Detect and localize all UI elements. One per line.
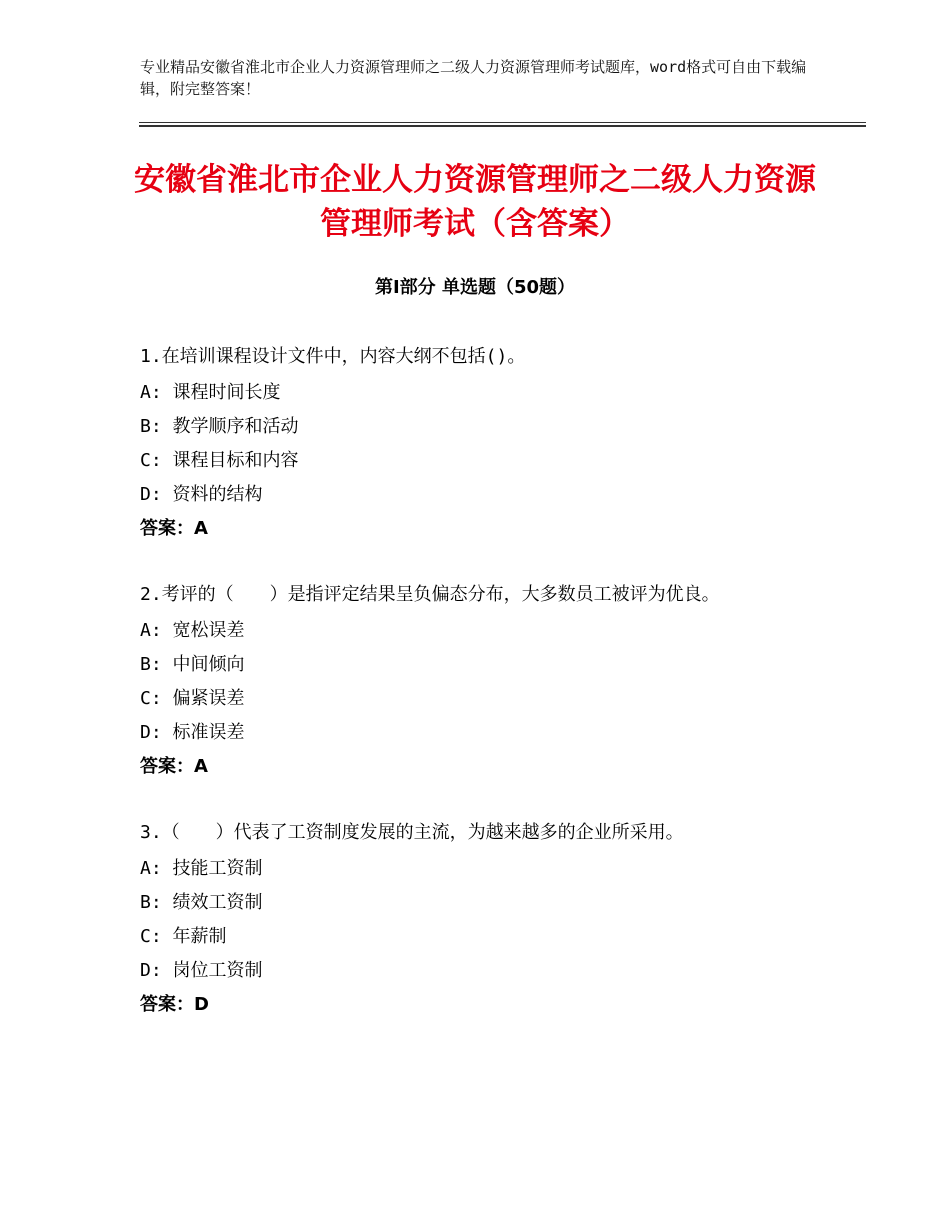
section-heading: 第Ⅰ部分 单选题（50题） [374,277,575,298]
header-note: 专业精品安徽省淮北市企业人力资源管理师之二级人力资源管理师考试题库，word格式可自由下载编辑，附完整答案！ [140,58,807,98]
question-stem: 3.（ ）代表了工资制度发展的主流，为越来越多的企业所采用。 [140,822,684,843]
option-d: D: 岗位工资制 [140,960,263,981]
question-2 [140,580,810,784]
header-divider-thin [139,122,866,123]
option-b: B: 中间倾向 [140,654,245,675]
option-b: B: 绩效工资制 [140,892,263,913]
answer-line: 答案：A [140,518,208,539]
question-3 [140,818,810,1022]
option-a: A: 宽松误差 [140,620,245,641]
header-divider-thick [139,125,866,127]
option-a: A: 课程时间长度 [140,382,281,403]
option-a: A: 技能工资制 [140,858,263,879]
option-c: C: 课程目标和内容 [140,450,299,471]
answer-line: 答案：A [140,756,208,777]
question-1 [140,342,810,546]
question-list [140,342,810,1056]
option-d: D: 资料的结构 [140,484,263,505]
document-title: 安徽省淮北市企业人力资源管理师之二级人力资源管理师考试（含答案） [134,162,816,242]
question-stem: 1.在培训课程设计文件中，内容大纲不包括()。 [140,346,526,367]
option-c: C: 年薪制 [140,926,227,947]
option-d: D: 标准误差 [140,722,245,743]
option-b: B: 教学顺序和活动 [140,416,299,437]
option-c: C: 偏紧误差 [140,688,245,709]
question-stem: 2.考评的（ ）是指评定结果呈负偏态分布，大多数员工被评为优良。 [140,584,720,605]
answer-line: 答案：D [140,994,209,1015]
